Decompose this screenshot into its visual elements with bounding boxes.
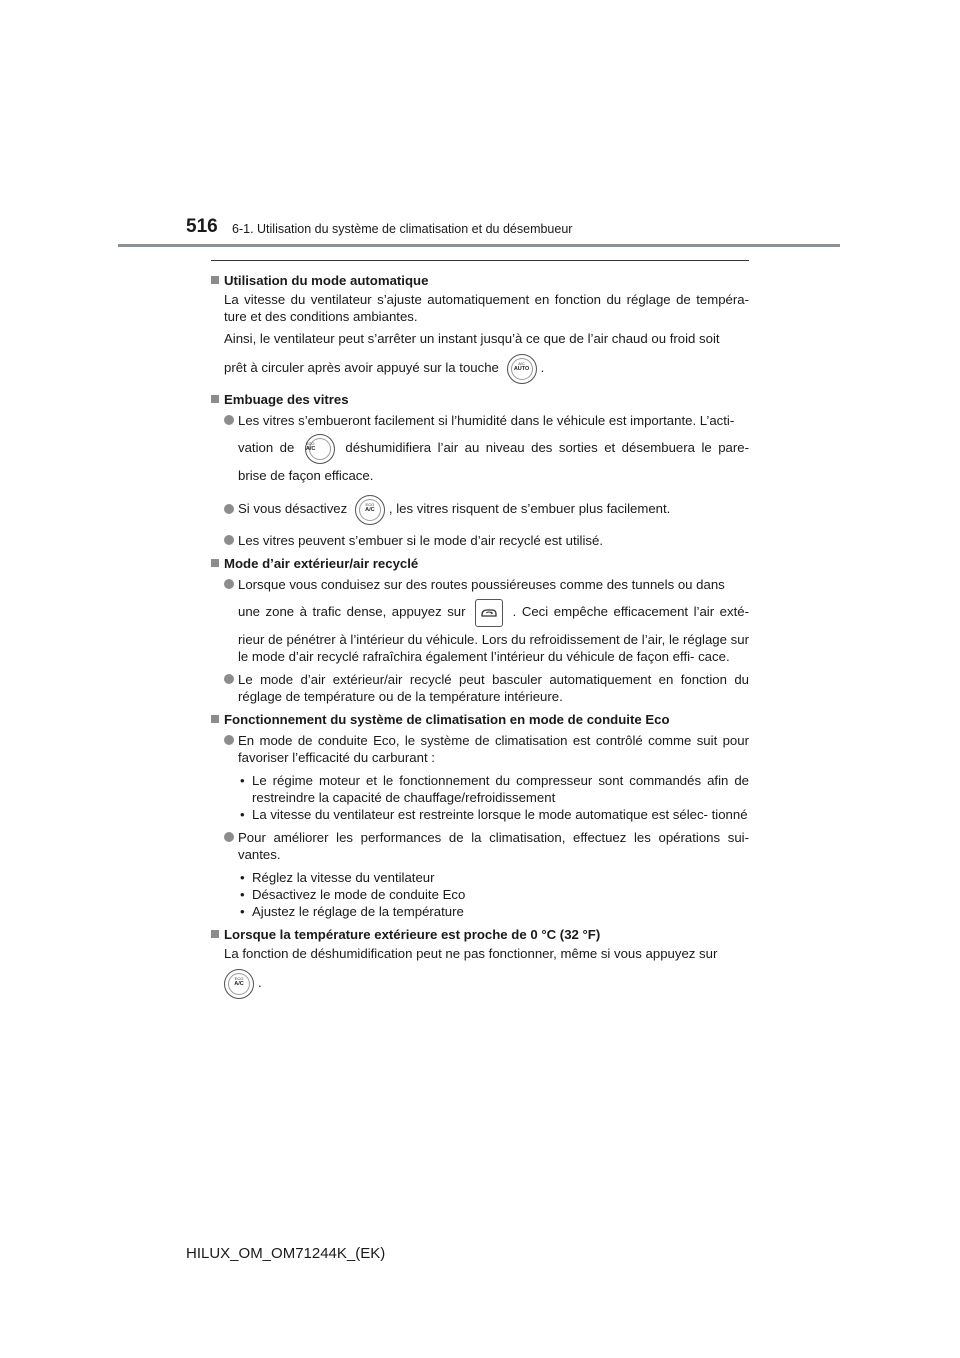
list-item (238, 772, 749, 806)
list-item (238, 886, 749, 903)
bullet-dot-icon (224, 674, 234, 684)
ac-button-icon (224, 969, 254, 999)
ac-button-small-label: ECO (305, 440, 315, 446)
sub-bullet-mark: • (240, 887, 245, 902)
fogging-bullet-1-line-1: Les vitres s’embueront facilement si l’humidité dans le véhicule est importante. L’acti- (238, 413, 735, 428)
header-rule (118, 244, 840, 247)
bullet-dot-icon (224, 504, 234, 514)
fogging-bullet-3 (211, 532, 749, 549)
eco-bullet-2-sublist (211, 869, 749, 920)
ac-button-label: A/C (305, 445, 316, 452)
page-number: 516 (186, 216, 218, 237)
section-heading-fogging: Embuage des vitres (211, 391, 749, 408)
recirculated-air-icon (475, 599, 503, 627)
auto-mode-paragraph-3 (211, 349, 749, 387)
air-mode-text-before-button: une zone à trafic dense, appuyez sur (238, 604, 466, 619)
section-heading-air-mode: Mode d’air extérieur/air recyclé (211, 555, 749, 572)
content-rule (211, 260, 749, 261)
section-heading-cold: Lorsque la température extérieure est proche de 0 °C (32 °F) (211, 926, 749, 943)
ac-button-label: A/C (365, 506, 375, 513)
sub-bullet-mark: • (240, 904, 245, 919)
fogging-text-after-button: déshumidifiera l’air au niveau des sorties et désembuera le pare- (345, 440, 750, 455)
document-code: HILUX_OM_OM71244K_(EK) (186, 1245, 386, 1262)
fogging-bullet-1 (211, 412, 749, 484)
eco-bullet-1-sublist (211, 772, 749, 823)
sub-bullet-mark: • (240, 807, 245, 822)
auto-button-label: AUTO (513, 365, 530, 372)
air-mode-text-after-button: . Ceci empêche efficacement l’air exté- (512, 604, 749, 619)
air-mode-bullet-1-line-3: rieur de pénétrer à l’intérieur du véhicule. Lors du refroidissement de l’air, le réglage sur le mode d’air recyclé rafraîchira également l’intérieur du véhicule de façon effi- cace. (238, 632, 749, 664)
eco-bullet-1 (211, 732, 749, 766)
cold-paragraph-1: La fonction de déshumidification peut ne pas fonctionner, même si vous appuyez sur (224, 946, 718, 961)
list-item-text: Désactivez le mode de conduite Eco (252, 887, 466, 902)
cold-text-after-button: . (258, 975, 262, 990)
eco-bullet-2 (211, 829, 749, 863)
fogging-text-before-button: vation de (238, 440, 295, 455)
sub-bullet-mark: • (240, 773, 245, 788)
bullet-dot-icon (224, 415, 234, 425)
ac-button-small-label: ECO (365, 501, 375, 507)
list-item-text: Ajustez le réglage de la température (252, 904, 464, 919)
air-mode-bullet-1-line-2 (238, 593, 749, 631)
air-mode-bullet-1 (211, 576, 749, 665)
section-heading-auto-mode: Utilisation du mode automatique (211, 272, 749, 289)
list-item (238, 806, 749, 823)
cold-paragraph-2 (211, 964, 749, 1002)
auto-button-icon (507, 354, 537, 384)
fogging-bullet-2-text-after: , les vitres risquent de s’embuer plus facilement. (388, 501, 671, 516)
list-item-text: Réglez la vitesse du ventilateur (252, 870, 435, 885)
fogging-bullet-2 (211, 490, 749, 528)
ac-button-label: A/C (234, 980, 244, 987)
bullet-dot-icon (224, 535, 234, 545)
auto-mode-text-after-button: . (540, 360, 545, 375)
bullet-dot-icon (224, 832, 234, 842)
air-mode-bullet-2 (211, 671, 749, 705)
page-content (211, 268, 749, 1002)
fogging-bullet-1-line-3: brise de façon efficace. (238, 468, 374, 483)
air-mode-bullet-1-line-1: Lorsque vous conduisez sur des routes poussiéreuses comme des tunnels ou dans (238, 577, 725, 592)
list-item (238, 869, 749, 886)
auto-mode-text-before-button: prêt à circuler après avoir appuyé sur la touche (224, 360, 499, 375)
list-item-text: La vitesse du ventilateur est restreinte lorsque le mode automatique est sélec- tionné (252, 807, 748, 822)
auto-mode-paragraph-2: Ainsi, le ventilateur peut s’arrêter un instant jusqu’à ce que de l’air chaud ou froid soit (224, 331, 720, 346)
air-mode-bullet-2-text: Le mode d’air extérieur/air recyclé peut basculer automatiquement en fonction du réglage de température ou de la température intérieure. (238, 672, 749, 704)
eco-bullet-1-text: En mode de conduite Eco, le système de climatisation est contrôlé comme suit pour favoriser l’efficacité du carburant : (238, 733, 749, 765)
section-heading-eco: Fonctionnement du système de climatisation en mode de conduite Eco (211, 711, 749, 728)
chapter-title: 6-1. Utilisation du système de climatisation et du désembueur (232, 222, 573, 236)
list-item-text: Le régime moteur et le fonctionnement du compresseur sont commandés afin de restreindre la capacité de chauffage/refroidissement (252, 773, 749, 805)
bullet-dot-icon (224, 735, 234, 745)
ac-button-icon (305, 434, 335, 464)
bullet-dot-icon (224, 579, 234, 589)
ac-button-small-label: ECO (234, 975, 244, 981)
auto-button-small-label: A/C (518, 360, 525, 366)
sub-bullet-mark: • (240, 870, 245, 885)
fogging-bullet-3-text: Les vitres peuvent s’embuer si le mode d’air recyclé est utilisé. (238, 533, 604, 548)
fogging-bullet-2-text-before: Si vous désactivez (238, 501, 348, 516)
fogging-bullet-1-line-2 (238, 429, 749, 467)
eco-bullet-2-text: Pour améliorer les performances de la climatisation, effectuez les opérations sui- vantes. (238, 830, 749, 862)
ac-button-icon (355, 495, 385, 525)
list-item (238, 903, 749, 920)
auto-mode-paragraph-1: La vitesse du ventilateur s’ajuste automatiquement en fonction du réglage de tempéra- ture et des conditions ambiantes. (224, 292, 749, 324)
